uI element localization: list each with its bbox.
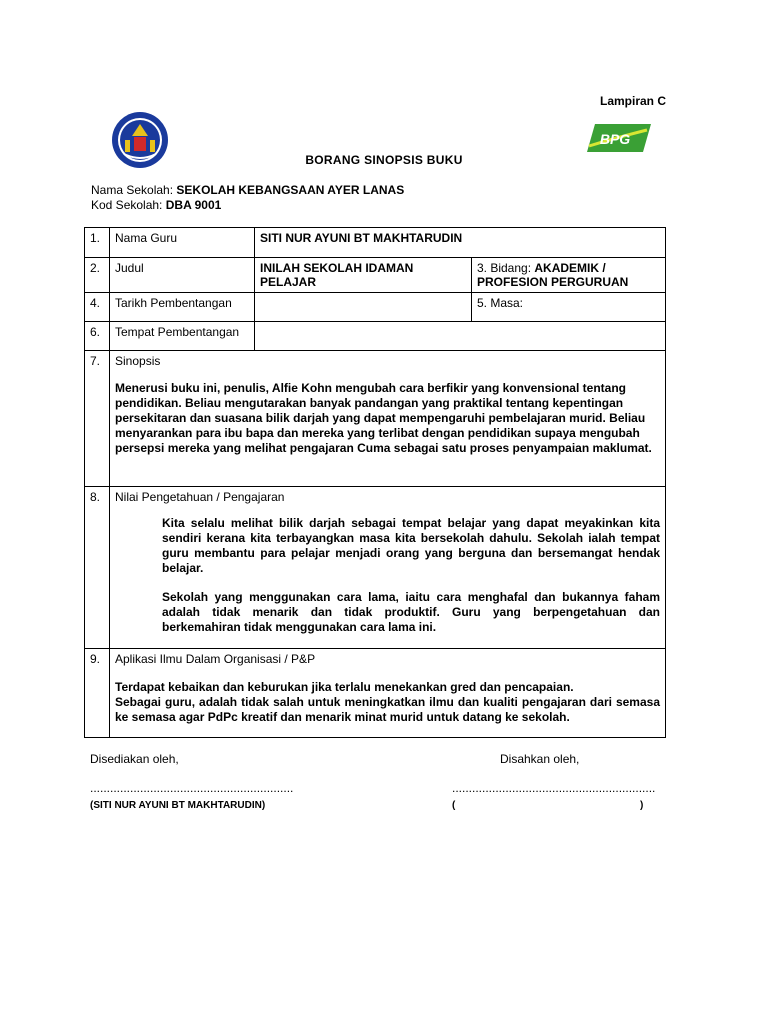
teacher-name-value: SITI NUR AYUNI BT MAKHTARUDIN [255, 228, 666, 258]
prepared-by-label: Disediakan oleh, [90, 752, 179, 766]
form-title: BORANG SINOPSIS BUKU [305, 153, 463, 167]
row-application [85, 649, 666, 738]
row-presentation-place [85, 322, 666, 351]
row-synopsis [85, 351, 666, 487]
school-code-value: DBA 9001 [165, 198, 222, 212]
row-number: 1. [85, 228, 110, 258]
school-code-label: Kod Sekolah: [91, 198, 163, 212]
application-paragraph-1: Terdapat kebaikan dan keburukan jika terlalu menekankan gred dan pencapaian. [115, 680, 574, 694]
prepared-signature-line: ............................................................. [90, 781, 294, 795]
application-label: Aplikasi Ilmu Dalam Organisasi / P&P [115, 652, 316, 666]
field-bidang [472, 258, 666, 293]
application-cell [110, 649, 666, 738]
field-time-label: 5. Masa: [472, 293, 666, 322]
knowledge-value-cell [110, 487, 666, 649]
title-value: INILAH SEKOLAH IDAMAN PELAJAR [255, 258, 472, 293]
bpg-logo-icon [585, 120, 653, 156]
synopsis-form-table [84, 227, 666, 738]
approved-name-close-paren: ) [640, 800, 644, 811]
application-paragraph-2: Sebagai guru, adalah tidak salah untuk meningkatkan ilmu dan kualiti pengajaran dari semasa ke semasa agar PdPc kreatif dan menarik minat murid untuk datang ke sekolah. [115, 695, 660, 724]
field-bidang-value: AKADEMIK / PROFESION PERGURUAN [477, 261, 629, 289]
presentation-place-value[interactable] [255, 322, 666, 351]
row-number: 7. [85, 351, 110, 487]
synopsis-cell [110, 351, 666, 487]
appendix-label: Lampiran C [600, 94, 667, 108]
field-bidang-label: 3. Bidang: [477, 261, 532, 275]
row-presentation-date [85, 293, 666, 322]
prepared-name: (SITI NUR AYUNI BT MAKHTARUDIN) [90, 800, 266, 811]
bpg-logo-text: BPG [599, 131, 631, 147]
teacher-name-label: Nama Guru [110, 228, 255, 258]
knowledge-value-paragraph-2: Sekolah yang menggunakan cara lama, iaitu cara menghafal dan bukannya faham adalah tidak menarik dan tidak produktif. Guru yang berpengetahuan dan berkemahiran tidak menggunakan cara lama ini. [162, 590, 660, 634]
row-knowledge-value [85, 487, 666, 649]
title-label: Judul [110, 258, 255, 293]
school-name-label: Nama Sekolah: [91, 183, 174, 197]
row-number: 9. [85, 649, 110, 738]
presentation-place-label: Tempat Pembentangan [110, 322, 255, 351]
knowledge-value-label: Nilai Pengetahuan / Pengajaran [115, 490, 285, 504]
row-teacher-name [85, 228, 666, 258]
row-number: 2. [85, 258, 110, 293]
presentation-date-label: Tarikh Pembentangan [110, 293, 255, 322]
knowledge-value-paragraph-1: Kita selalu melihat bilik darjah sebagai tempat belajar yang dapat meyakinkan kita sendiri kerana kita terbayangkan masa kita bersekolah dahulu. Sekolah ialah tempat guru membantu para pelajar menjadi orang yang berguna dan bersemangat hendak belajar. [162, 516, 660, 575]
synopsis-label: Sinopsis [115, 354, 161, 368]
approved-by-label: Disahkan oleh, [500, 752, 580, 766]
row-number: 4. [85, 293, 110, 322]
school-name-value: SEKOLAH KEBANGSAAN AYER LANAS [176, 183, 405, 197]
presentation-date-value[interactable] [255, 293, 472, 322]
row-number: 8. [85, 487, 110, 649]
row-number: 6. [85, 322, 110, 351]
approved-signature-line: ............................................................. [452, 781, 656, 795]
school-info [91, 183, 404, 213]
approved-name-open-paren: ( [452, 800, 456, 811]
row-title [85, 258, 666, 293]
synopsis-text: Menerusi buku ini, penulis, Alfie Kohn mengubah cara berfikir yang konvensional tentang pendidikan. Beliau mengutarakan banyak pandangan yang praktikal tentang kepentingan persekitaran dan suasana bilik darjah yang dapat mempengaruhi pembelajaran murid. Beliau menyarankan para ibu bapa dan mereka yang terlibat dengan pendidikan supaya mengubah persepsi mereka yang melihat pengajaran Cuma sebagai satu proses penyampaian maklumat. [115, 381, 652, 455]
